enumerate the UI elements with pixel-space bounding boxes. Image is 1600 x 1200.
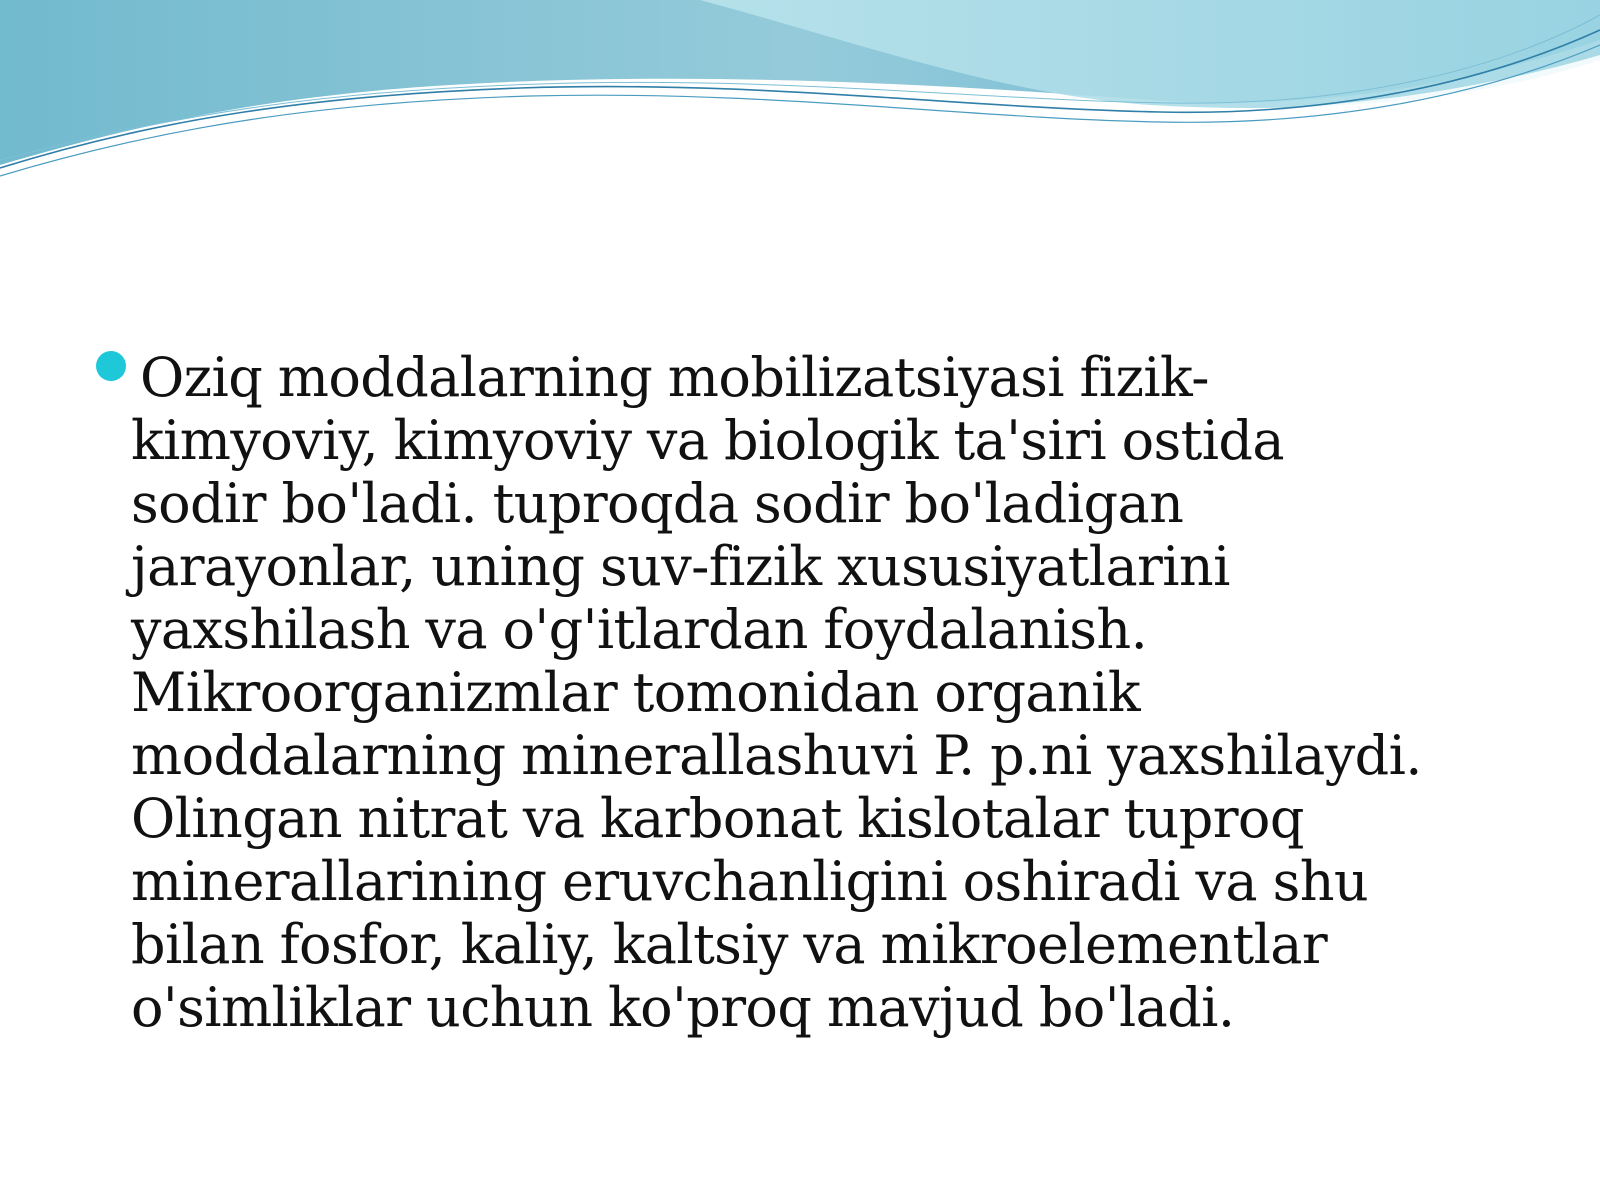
- paragraph-line: Oziq moddalarning mobilizatsiyasi fizik-: [140, 346, 1209, 409]
- paragraph-line: o'simliklar uchun ko'proq mavjud bo'ladi.: [131, 976, 1235, 1039]
- bullet-circle-icon: [96, 351, 126, 381]
- bullet-paragraph: [131, 346, 1536, 1039]
- paragraph-line: bilan fosfor, kaliy, kaltsiy va mikroelementlar: [131, 913, 1328, 976]
- paragraph-line: jarayonlar, uning suv-fizik xususiyatlarini: [131, 535, 1230, 598]
- slide-body: [96, 346, 1536, 1039]
- paragraph-line: moddalarning minerallashuvi P. p.ni yaxshilaydi.: [131, 724, 1422, 787]
- paragraph-line: Olingan nitrat va karbonat kislotalar tuproq: [131, 787, 1304, 850]
- paragraph-line: sodir bo'ladi. tuproqda sodir bo'ladigan: [131, 472, 1184, 535]
- paragraph-line: yaxshilash va o'g'itlardan foydalanish.: [131, 598, 1148, 661]
- paragraph-line: minerallarining eruvchanligini oshiradi va shu: [131, 850, 1369, 913]
- wave-header-decoration: [0, 0, 1600, 200]
- paragraph-line: Mikroorganizmlar tomonidan organik: [131, 661, 1140, 724]
- paragraph-line: kimyoviy, kimyoviy va biologik ta'siri ostida: [131, 409, 1284, 472]
- bullet-item: [96, 346, 1536, 1039]
